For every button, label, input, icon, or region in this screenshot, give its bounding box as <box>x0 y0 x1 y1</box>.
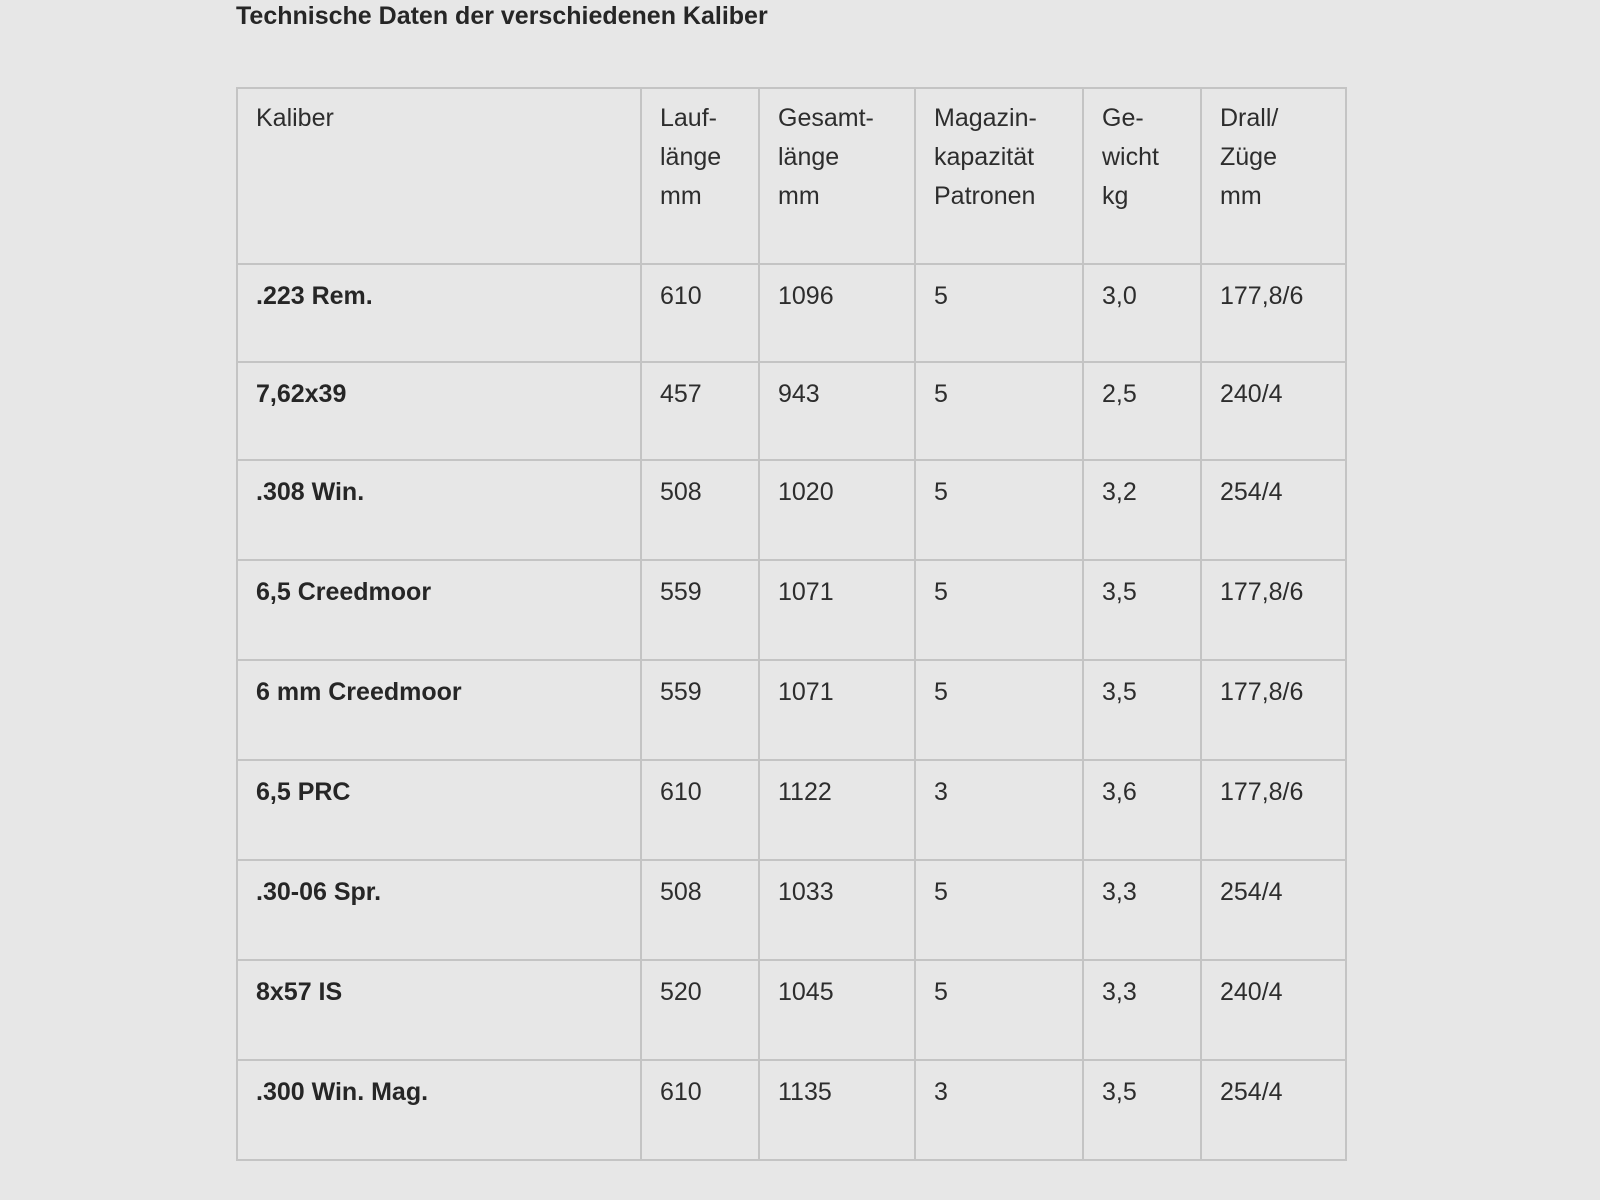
cell-drall-zuege: 177,8/6 <box>1201 760 1346 860</box>
table-row <box>237 560 1346 660</box>
cell-kaliber: .30-06 Spr. <box>237 860 641 960</box>
cell-gesamtlaenge: 1135 <box>759 1060 915 1160</box>
cell-magazinkapazitaet: 5 <box>915 560 1083 660</box>
cell-lauflaenge: 610 <box>641 264 759 362</box>
cell-magazinkapazitaet: 5 <box>915 960 1083 1060</box>
header-line: kg <box>1102 182 1129 210</box>
cell-gewicht: 3,5 <box>1083 560 1201 660</box>
header-line: länge <box>778 143 840 171</box>
header-gesamtlaenge <box>759 88 915 264</box>
cell-lauflaenge: 508 <box>641 460 759 560</box>
table-row <box>237 362 1346 460</box>
cell-gewicht: 3,0 <box>1083 264 1201 362</box>
header-kaliber <box>237 88 641 264</box>
table-row <box>237 1060 1346 1160</box>
cell-magazinkapazitaet: 5 <box>915 860 1083 960</box>
header-magazinkapazitaet <box>915 88 1083 264</box>
cell-gesamtlaenge: 1122 <box>759 760 915 860</box>
cell-kaliber: .308 Win. <box>237 460 641 560</box>
table-row <box>237 264 1346 362</box>
header-lauflaenge <box>641 88 759 264</box>
cell-magazinkapazitaet: 5 <box>915 264 1083 362</box>
cell-magazinkapazitaet: 5 <box>915 660 1083 760</box>
cell-gesamtlaenge: 943 <box>759 362 915 460</box>
cell-drall-zuege: 177,8/6 <box>1201 660 1346 760</box>
header-line: Ge- <box>1102 104 1144 132</box>
cell-gewicht: 3,5 <box>1083 1060 1201 1160</box>
cell-kaliber: 8x57 IS <box>237 960 641 1060</box>
header-line: Kaliber <box>256 104 334 132</box>
header-line: Drall/ <box>1220 104 1279 132</box>
table-row <box>237 660 1346 760</box>
cell-drall-zuege: 254/4 <box>1201 860 1346 960</box>
cell-drall-zuege: 177,8/6 <box>1201 264 1346 362</box>
cell-magazinkapazitaet: 3 <box>915 760 1083 860</box>
cell-gewicht: 2,5 <box>1083 362 1201 460</box>
header-line: Lauf- <box>660 104 717 132</box>
cell-lauflaenge: 520 <box>641 960 759 1060</box>
cell-drall-zuege: 254/4 <box>1201 460 1346 560</box>
cell-gesamtlaenge: 1045 <box>759 960 915 1060</box>
caliber-spec-table <box>236 87 1347 1161</box>
header-line: Züge <box>1220 143 1277 171</box>
cell-gesamtlaenge: 1096 <box>759 264 915 362</box>
cell-lauflaenge: 610 <box>641 1060 759 1160</box>
header-line: wicht <box>1102 143 1159 171</box>
cell-kaliber: 7,62x39 <box>237 362 641 460</box>
cell-kaliber: .223 Rem. <box>237 264 641 362</box>
header-line: mm <box>778 182 820 210</box>
page-title: Technische Daten der verschiedenen Kaliber <box>236 2 768 30</box>
header-drall-zuege <box>1201 88 1346 264</box>
cell-gewicht: 3,5 <box>1083 660 1201 760</box>
cell-lauflaenge: 508 <box>641 860 759 960</box>
header-line: mm <box>660 182 702 210</box>
cell-drall-zuege: 240/4 <box>1201 960 1346 1060</box>
cell-drall-zuege: 254/4 <box>1201 1060 1346 1160</box>
cell-drall-zuege: 177,8/6 <box>1201 560 1346 660</box>
cell-magazinkapazitaet: 5 <box>915 362 1083 460</box>
header-line: Gesamt- <box>778 104 874 132</box>
cell-magazinkapazitaet: 5 <box>915 460 1083 560</box>
cell-magazinkapazitaet: 3 <box>915 1060 1083 1160</box>
cell-drall-zuege: 240/4 <box>1201 362 1346 460</box>
header-line: mm <box>1220 182 1262 210</box>
header-line: länge <box>660 143 722 171</box>
table-row <box>237 460 1346 560</box>
cell-gesamtlaenge: 1071 <box>759 660 915 760</box>
cell-gewicht: 3,3 <box>1083 960 1201 1060</box>
table-row <box>237 960 1346 1060</box>
cell-gewicht: 3,6 <box>1083 760 1201 860</box>
cell-kaliber: .300 Win. Mag. <box>237 1060 641 1160</box>
cell-gewicht: 3,2 <box>1083 460 1201 560</box>
header-line: kapazität <box>934 143 1035 171</box>
cell-kaliber: 6,5 PRC <box>237 760 641 860</box>
cell-gewicht: 3,3 <box>1083 860 1201 960</box>
cell-lauflaenge: 610 <box>641 760 759 860</box>
table-row <box>237 760 1346 860</box>
cell-gesamtlaenge: 1033 <box>759 860 915 960</box>
cell-kaliber: 6 mm Creedmoor <box>237 660 641 760</box>
table-row <box>237 860 1346 960</box>
table-header-row <box>237 88 1346 264</box>
cell-kaliber: 6,5 Creedmoor <box>237 560 641 660</box>
cell-lauflaenge: 559 <box>641 660 759 760</box>
cell-gesamtlaenge: 1020 <box>759 460 915 560</box>
cell-lauflaenge: 457 <box>641 362 759 460</box>
cell-gesamtlaenge: 1071 <box>759 560 915 660</box>
header-line: Patronen <box>934 182 1036 210</box>
header-line: Magazin- <box>934 104 1037 132</box>
cell-lauflaenge: 559 <box>641 560 759 660</box>
header-gewicht <box>1083 88 1201 264</box>
